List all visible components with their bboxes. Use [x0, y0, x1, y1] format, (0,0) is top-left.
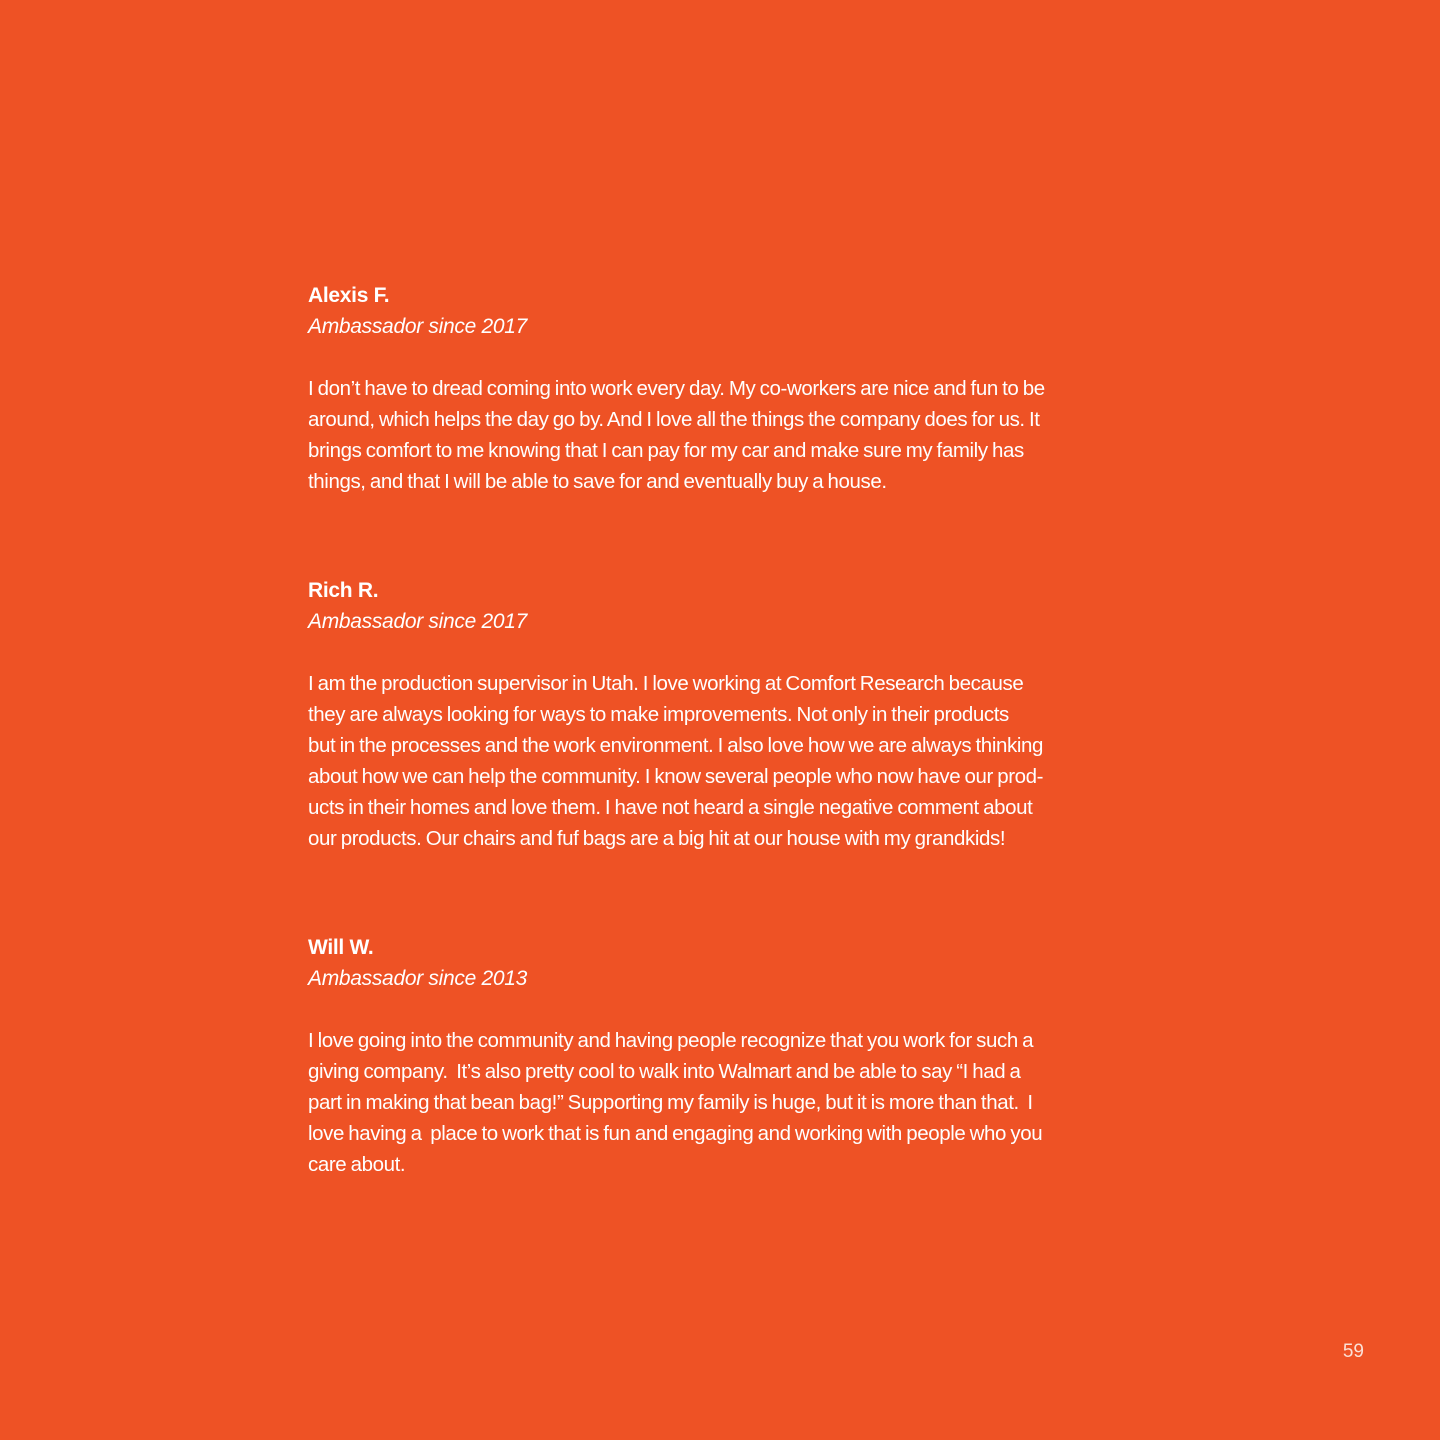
quote-line: ucts in their homes and love them. I have not heard a single negative comment about [308, 796, 1033, 819]
quote-line: care about. [308, 1153, 406, 1176]
quote-line: love having a place to work that is fun and engaging and working with people who you [308, 1122, 1043, 1145]
quote-line: things, and that I will be able to save for and eventually buy a house. [308, 470, 887, 493]
testimonial-quote [308, 668, 1128, 854]
quote-line: about how we can help the community. I know several people who now have our prod- [308, 765, 1044, 788]
testimonial-since: Ambassador since 2017 [308, 610, 527, 633]
testimonial-since: Ambassador since 2013 [308, 967, 527, 990]
testimonial-rich [308, 575, 1128, 854]
quote-line: they are always looking for ways to make improvements. Not only in their products [308, 703, 1009, 726]
testimonial-since: Ambassador since 2017 [308, 315, 527, 338]
page-number: 59 [1342, 1341, 1364, 1362]
testimonial-quote [308, 373, 1128, 497]
quote-line: around, which helps the day go by. And I love all the things the company does for us. It [308, 408, 1040, 431]
quote-line: I don’t have to dread coming into work every day. My co-workers are nice and fun to be [308, 377, 1045, 400]
quote-line: part in making that bean bag!” Supporting my family is huge, but it is more than that. I [308, 1091, 1033, 1114]
quote-line: I love going into the community and having people recognize that you work for such a [308, 1029, 1034, 1052]
quote-line: I am the production supervisor in Utah. I love working at Comfort Research because [308, 672, 1024, 695]
quote-line: but in the processes and the work environment. I also love how we are always thinking [308, 734, 1043, 757]
testimonial-name: Rich R. [308, 579, 379, 602]
quote-line: giving company. It’s also pretty cool to walk into Walmart and be able to say “I had a [308, 1060, 1021, 1083]
testimonial-name: Will W. [308, 936, 374, 959]
testimonial-name: Alexis F. [308, 284, 390, 307]
quote-line: brings comfort to me knowing that I can pay for my car and make sure my family has [308, 439, 1024, 462]
quote-line: our products. Our chairs and fuf bags are a big hit at our house with my grandkids! [308, 827, 1006, 850]
testimonial-alexis [308, 280, 1128, 497]
testimonial-will [308, 932, 1128, 1180]
testimonials-section [308, 280, 1128, 1258]
testimonial-quote [308, 1025, 1128, 1180]
